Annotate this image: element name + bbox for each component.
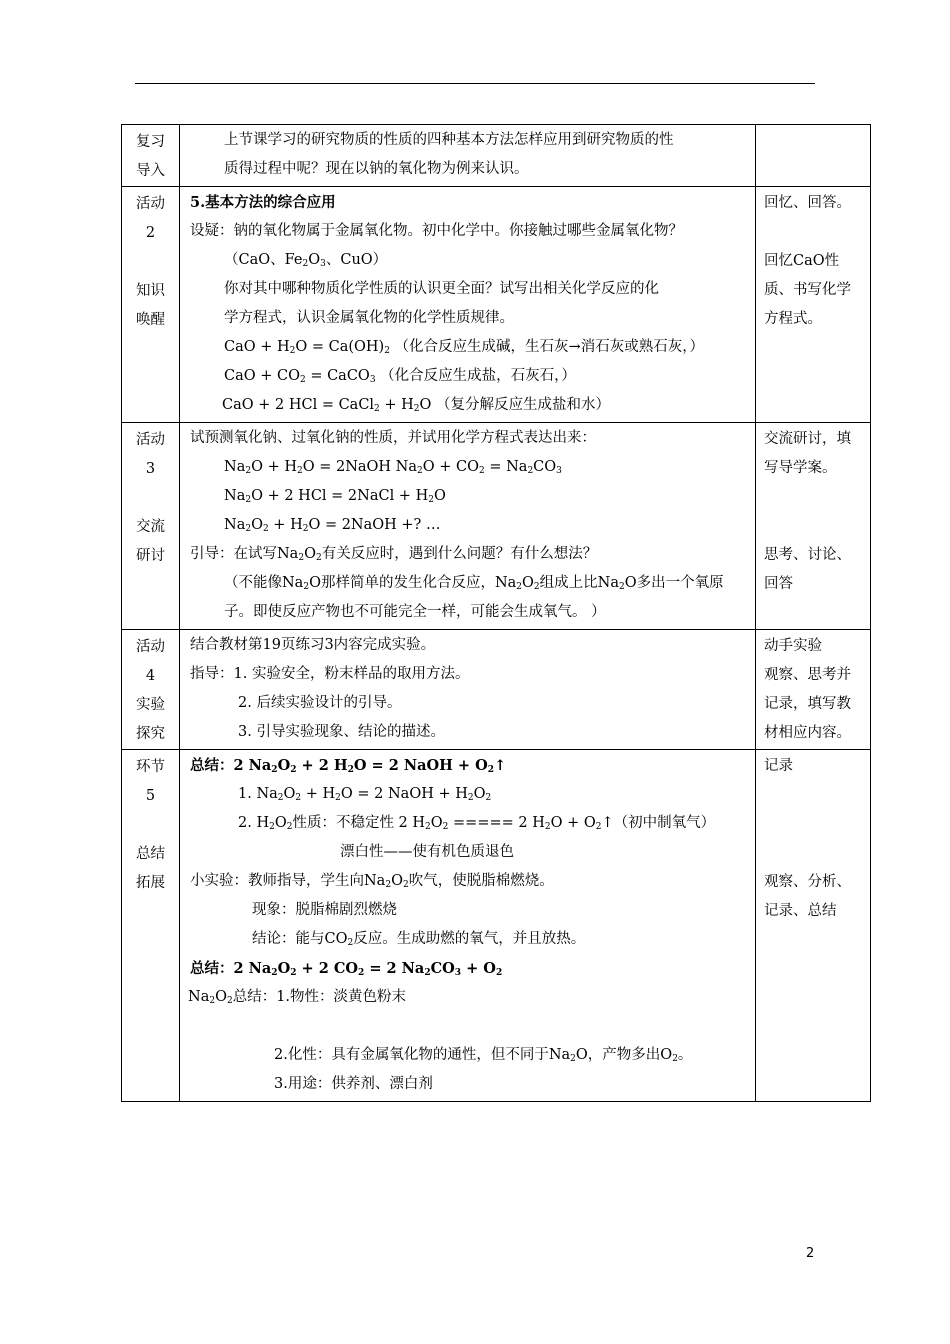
note-line [764, 810, 864, 839]
note-cell [756, 630, 871, 750]
content-line: 设疑：钠的氧化物属于金属氧化物。初中化学中。你接触过哪些金属氧化物？ [190, 223, 683, 239]
note-cell [756, 187, 871, 423]
stage-cell [122, 125, 180, 187]
stage-cell [122, 750, 180, 1102]
stage-cell [122, 423, 180, 630]
content-line: 3.用途：供养剂、漂白剂 [274, 1076, 433, 1092]
stage-label: 2 [145, 225, 156, 241]
lesson-plan-table [121, 124, 871, 1102]
note-cell [756, 423, 871, 630]
stage-label [122, 484, 179, 513]
content-line: （不能像$Na_2O$那样简单的发生化合反应，$Na_2O_2$组成上比$Na_2O$多出一个氧原 [224, 575, 724, 592]
note-line: 记录，填写教 [764, 696, 851, 712]
table-row [122, 125, 871, 187]
content-line: 子。即使反应产物也不可能完全一样，可能会生成氧气。 ） [224, 604, 606, 620]
content-cell [180, 125, 756, 187]
content-cell [180, 423, 756, 630]
note-line: 观察、分析、 [764, 874, 851, 890]
stage-cell [122, 630, 180, 750]
stage-label [122, 248, 179, 277]
page-number: 2 [806, 1246, 815, 1261]
content-line: CaO + 2 HCl = CaCl$_2$ + $H_2O$ （复分解反应生成盐和水） [222, 397, 611, 414]
content-line: 试预测氧化钠、过氧化钠的性质，并试用化学方程式表达出来： [190, 430, 596, 446]
content-line: CaO + $CO_2$ = CaCO$_3$ （化合反应生成盐，石灰石，） [224, 368, 576, 385]
content-line: 现象：脱脂棉剧烈燃烧 [252, 902, 397, 918]
content-cell [180, 187, 756, 423]
stage-label: 导入 [136, 163, 165, 179]
content-line: 学方程式，认识金属氧化物的化学性质规律。 [224, 310, 514, 326]
stage-label [122, 811, 179, 840]
note-line [764, 781, 864, 810]
note-cell [756, 125, 871, 187]
content-line: 结论：能与$CO_2$反应。生成助燃的氧气，并且放热。 [252, 931, 586, 948]
note-line: 观察、思考并 [764, 667, 851, 683]
note-line: 动手实验 [764, 638, 822, 654]
content-line: 总结：2 $Na_2O_2 + 2$ $H_2O = 2$ NaOH + $O_2↑$ [190, 757, 507, 775]
stage-label: 研讨 [136, 548, 165, 564]
note-line [764, 483, 864, 512]
stage-label: 总结 [136, 846, 165, 862]
stage-label: 交流 [136, 519, 165, 535]
note-line: 方程式。 [764, 311, 822, 327]
content-cell [180, 750, 756, 1102]
stage-label: 拓展 [136, 875, 165, 891]
stage-label: 活动 [136, 196, 165, 212]
content-cell [180, 630, 756, 750]
header-rule [135, 83, 815, 84]
stage-label: 探究 [136, 726, 165, 742]
content-line: 结合教材第19页练习3内容完成实验。 [190, 637, 436, 653]
note-line: 回忆CaO性 [764, 253, 840, 269]
stage-label: 复习 [136, 134, 165, 150]
content-line: 1. $Na_2O_2 + H_2O = 2$ NaOH + $H_2O_2$ [238, 786, 492, 803]
stage-label: 实验 [136, 697, 165, 713]
stage-label: 4 [145, 668, 156, 684]
stage-label: 活动 [136, 432, 165, 448]
content-line: $Na_2O + H_2O$ = 2NaOH $Na_2O + CO_2 = Na_2CO_3$ [224, 459, 562, 476]
content-line: 指导：1. 实验安全，粉末样品的取用方法。 [190, 666, 470, 682]
table-row [122, 423, 871, 630]
stage-label: 知识 [136, 283, 165, 299]
content-line: 5.基本方法的综合应用 [190, 194, 336, 211]
stage-label: 5 [145, 788, 156, 804]
content-line: 引导：在试写$Na_2O_2$有关反应时，遇到什么问题？有什么想法？ [190, 546, 598, 563]
content-line: 你对其中哪种物质化学性质的认识更全面？试写出相关化学反应的化 [224, 281, 659, 297]
content-line: 漂白性——使有机色质退色 [340, 844, 514, 860]
note-line: 回答 [764, 576, 793, 592]
note-cell [756, 750, 871, 1102]
stage-label: 活动 [136, 639, 165, 655]
note-line: 记录、总结 [764, 903, 837, 919]
stage-label: 唤醒 [136, 312, 165, 328]
content-line: 2. 后续实验设计的引导。 [238, 695, 402, 711]
content-line: $Na_2O + 2$ HCl = 2NaCl + $H_2O$ [224, 488, 446, 505]
content-line: 总结：2 $Na_2O_2 + 2$ $CO_2 = 2$ $Na_2CO_3 + O_2$ [190, 960, 503, 978]
content-line: 质得过程中呢？现在以钠的氧化物为例来认识。 [224, 161, 529, 177]
content-line: 小实验：教师指导，学生向$Na_2O_2$吹气，使脱脂棉燃烧。 [190, 873, 554, 890]
stage-label: 环节 [136, 759, 165, 775]
table-row [122, 750, 871, 1102]
note-line: 回忆、回答。 [764, 195, 851, 211]
note-line: 记录 [764, 758, 793, 774]
note-line [764, 512, 864, 541]
content-line: 2. $H_2O_2$性质：不稳定性 2 $H_2O_2$ ===== 2 $H_2O$ + $O_2↑$（初中制氧气） [238, 815, 716, 832]
content-line: 3. 引导实验现象、结论的描述。 [238, 724, 445, 740]
note-line: 交流研讨，填 [764, 431, 851, 447]
note-line: 材相应内容。 [764, 725, 851, 741]
content-line: （CaO、$Fe_2O_3$、CuO） [224, 252, 388, 269]
note-line: 写导学案。 [764, 460, 837, 476]
note-line [764, 218, 864, 247]
note-line: 质、书写化学 [764, 282, 851, 298]
stage-label: 3 [145, 461, 156, 477]
note-line [764, 839, 864, 868]
content-line: 2.化性：具有金属氧化物的通性，但不同于$Na_2O$，产物多出$O_2$。 [274, 1047, 693, 1064]
content-line: 上节课学习的研究物质的性质的四种基本方法怎样应用到研究物质的性 [224, 132, 674, 148]
content-line [180, 1012, 755, 1041]
table-row [122, 187, 871, 423]
content-line: $Na_2O_2$总结：1.物性：淡黄色粉末 [188, 989, 407, 1006]
content-line: CaO + $H_2O = Ca(OH)_2$ （化合反应生成碱，生石灰→消石灰或熟石灰，） [224, 339, 704, 356]
stage-cell [122, 187, 180, 423]
content-line: $Na_2O_2 + H_2O$ = 2NaOH +? … [224, 517, 441, 534]
table-row [122, 630, 871, 750]
note-line: 思考、讨论、 [764, 547, 851, 563]
